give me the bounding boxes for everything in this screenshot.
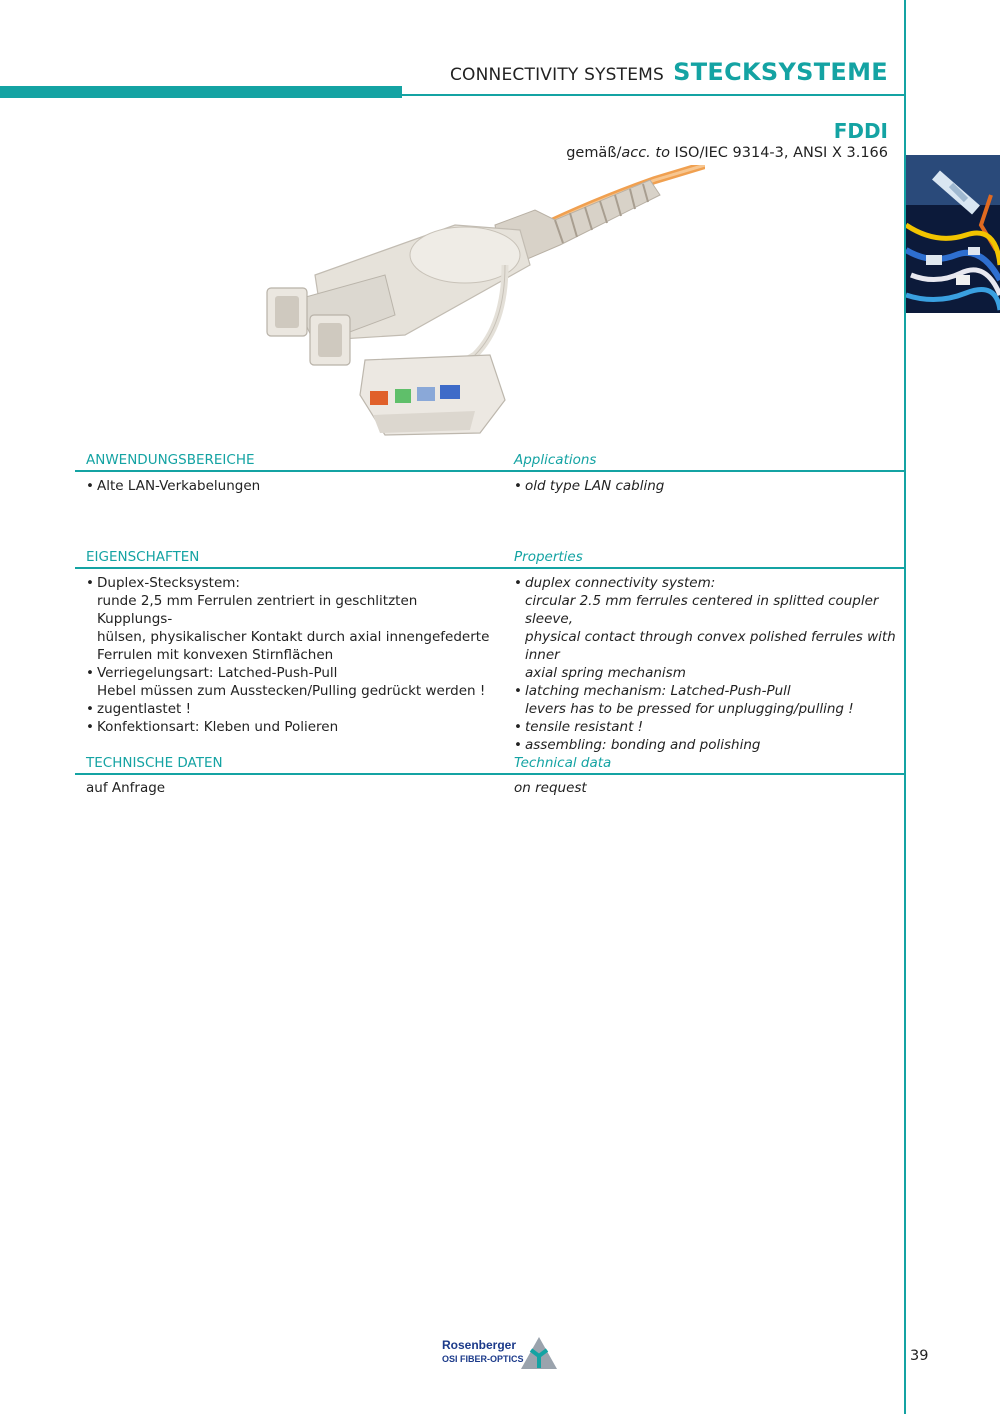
list-item-detail: axial spring mechanism <box>525 665 686 681</box>
list-item: • tensile resistant ! <box>514 718 899 736</box>
list-item: • old type LAN cabling <box>514 477 894 495</box>
applications-list-en <box>514 477 894 495</box>
list-item: • Duplex-Stecksystem: <box>86 574 496 592</box>
technical-value-en: on request <box>514 780 587 796</box>
applications-heading-de: ANWENDUNGSBEREICHE <box>86 452 255 468</box>
list-item-detail: runde 2,5 mm Ferrulen zentriert in geschlitzten Kupplungs- <box>97 593 418 627</box>
properties-rule <box>75 567 906 569</box>
fddi-connector-image <box>255 165 705 445</box>
product-name: FDDI <box>833 119 888 143</box>
technical-value-de: auf Anfrage <box>86 780 166 796</box>
list-item-detail: Hebel müssen zum Ausstecken/Pulling gedrückt werden ! <box>97 683 486 699</box>
list-item-detail: circular 2.5 mm ferrules centered in splitted coupler sleeve, <box>525 593 879 627</box>
technical-heading-en: Technical data <box>514 755 612 771</box>
list-item-detail: levers has to be pressed for unplugging/pulling ! <box>525 701 854 717</box>
applications-rule <box>75 470 906 472</box>
logo-triangle-icon <box>520 1336 558 1370</box>
list-item: • assembling: bonding and polishing <box>514 736 899 754</box>
section-title-bold: STECKSYSTEME <box>673 58 888 86</box>
applications-list-de <box>86 477 496 495</box>
standard-italic: acc. to <box>621 145 670 161</box>
technical-heading-de: TECHNISCHE DATEN <box>86 755 223 771</box>
page-number: 39 <box>910 1348 929 1364</box>
list-item: • latching mechanism: Latched-Push-Pull <box>514 682 899 700</box>
list-item-detail: physical contact through convex polished ferrules with inner <box>525 629 896 663</box>
technical-rule <box>75 773 906 775</box>
list-item: • Alte LAN-Verkabelungen <box>86 477 496 495</box>
section-title-light: CONNECTIVITY SYSTEMS <box>449 65 665 85</box>
logo-line2: OSI FIBER-OPTICS <box>442 1354 524 1364</box>
list-item: • Konfektionsart: Kleben und Polieren <box>86 718 496 736</box>
applications-heading-en: Applications <box>514 452 597 468</box>
standard-suffix: ISO/IEC 9314-3, ANSI X 3.166 <box>669 145 888 161</box>
product-standard <box>566 145 888 161</box>
properties-list-de <box>86 574 496 736</box>
header-bar-thin <box>402 94 905 96</box>
properties-list-en <box>514 574 899 754</box>
page-title <box>450 58 888 86</box>
list-item: • duplex connectivity system: <box>514 574 899 592</box>
logo-line1: Rosenberger <box>442 1338 517 1352</box>
properties-heading-en: Properties <box>514 549 583 565</box>
list-item: • Verriegelungsart: Latched-Push-Pull <box>86 664 496 682</box>
list-item: • zugentlastet ! <box>86 700 496 718</box>
rosenberger-osi-logo <box>442 1336 560 1372</box>
properties-heading-de: EIGENSCHAFTEN <box>86 549 200 565</box>
list-item-detail: Ferrulen mit konvexen Stirnflächen <box>97 647 334 663</box>
standard-prefix: gemäß/ <box>566 145 622 161</box>
fiber-cables-thumbnail <box>906 155 1000 313</box>
header-bar-thick <box>0 86 402 98</box>
list-item-detail: hülsen, physikalischer Kontakt durch axial innengefederte <box>97 629 490 645</box>
